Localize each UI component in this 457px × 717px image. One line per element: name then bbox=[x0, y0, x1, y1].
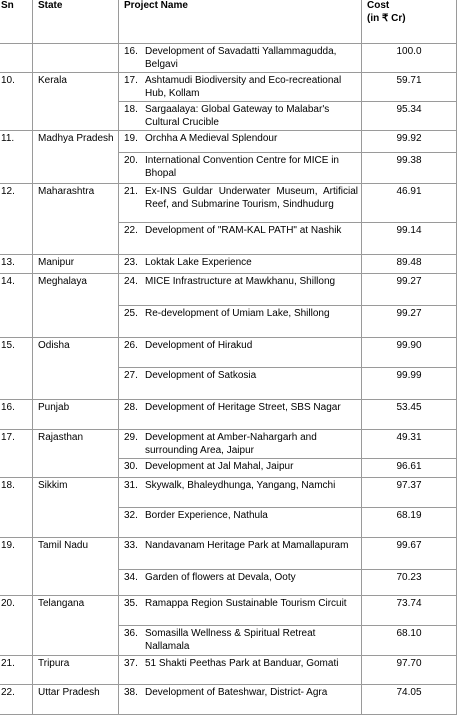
project-cell bbox=[119, 306, 362, 338]
header-project-name: Project Name bbox=[119, 0, 362, 44]
project-name: Development of "RAM-KAL PATH" at Nashik bbox=[145, 225, 342, 236]
header-cost-unit: (in ₹ Cr) bbox=[367, 12, 406, 24]
project-number: 37. bbox=[124, 658, 138, 669]
project-name: Development of Heritage Street, SBS Nagar bbox=[145, 402, 341, 413]
project-cell bbox=[119, 685, 362, 715]
project-cell bbox=[119, 478, 362, 508]
table-row bbox=[0, 274, 457, 306]
project-name: Skywalk, Bhaleydhunga, Yangang, Namchi bbox=[145, 480, 336, 491]
cost-cell: 97.37 bbox=[362, 478, 457, 508]
project-number: 19. bbox=[124, 133, 138, 144]
header-cost bbox=[362, 0, 457, 44]
table-row bbox=[0, 459, 457, 478]
project-number: 36. bbox=[124, 628, 138, 639]
project-cell bbox=[119, 508, 362, 538]
project-number: 30. bbox=[124, 461, 138, 472]
state-cell: Kerala bbox=[33, 73, 119, 102]
table-row bbox=[0, 400, 457, 430]
table-row bbox=[0, 626, 457, 656]
project-number: 23. bbox=[124, 257, 138, 268]
sn-cell: 13. bbox=[0, 255, 33, 274]
table-row bbox=[0, 656, 457, 685]
table-row bbox=[0, 538, 457, 570]
project-number: 21. bbox=[124, 186, 138, 197]
cost-cell: 99.67 bbox=[362, 538, 457, 570]
project-cell bbox=[119, 255, 362, 274]
table-row bbox=[0, 508, 457, 538]
state-cell bbox=[33, 459, 119, 478]
cost-cell: 46.91 bbox=[362, 184, 457, 223]
project-name: 51 Shakti Peethas Park at Banduar, Gomati bbox=[145, 658, 339, 669]
project-cell bbox=[119, 368, 362, 400]
project-number: 32. bbox=[124, 510, 138, 521]
cost-cell: 68.19 bbox=[362, 508, 457, 538]
table-row bbox=[0, 184, 457, 223]
sn-cell: 15. bbox=[0, 338, 33, 368]
project-name: Border Experience, Nathula bbox=[145, 510, 268, 521]
table-row bbox=[0, 44, 457, 73]
header-cost-label: Cost bbox=[367, 0, 390, 11]
state-cell: Odisha bbox=[33, 338, 119, 368]
project-number: 34. bbox=[124, 572, 138, 583]
project-number: 31. bbox=[124, 480, 138, 491]
table-row bbox=[0, 102, 457, 131]
project-cell bbox=[119, 274, 362, 306]
state-cell bbox=[33, 508, 119, 538]
cost-cell: 99.38 bbox=[362, 153, 457, 184]
state-cell bbox=[33, 102, 119, 131]
sn-cell bbox=[0, 459, 33, 478]
cost-cell: 97.70 bbox=[362, 656, 457, 685]
project-number: 24. bbox=[124, 276, 138, 287]
state-cell bbox=[33, 626, 119, 656]
sn-cell: 22. bbox=[0, 685, 33, 715]
sn-cell: 19. bbox=[0, 538, 33, 570]
project-cell bbox=[119, 131, 362, 153]
project-name: Development of Bateshwar, District- Agra bbox=[145, 687, 328, 698]
project-number: 26. bbox=[124, 340, 138, 351]
project-name: Development of Hirakud bbox=[145, 340, 253, 351]
project-name: Development at Jal Mahal, Jaipur bbox=[145, 461, 294, 472]
sn-cell: 10. bbox=[0, 73, 33, 102]
project-number: 38. bbox=[124, 687, 138, 698]
project-name: Re-development of Umiam Lake, Shillong bbox=[145, 308, 330, 319]
sn-cell bbox=[0, 44, 33, 73]
state-cell: Madhya Pradesh bbox=[33, 131, 119, 153]
sn-cell bbox=[0, 223, 33, 255]
state-cell bbox=[33, 368, 119, 400]
sn-cell bbox=[0, 306, 33, 338]
table-row bbox=[0, 430, 457, 459]
header-row bbox=[0, 0, 457, 44]
table-row bbox=[0, 306, 457, 338]
project-number: 29. bbox=[124, 432, 138, 443]
project-name: Ramappa Region Sustainable Tourism Circuit bbox=[145, 598, 347, 609]
cost-cell: 89.48 bbox=[362, 255, 457, 274]
cost-cell: 68.10 bbox=[362, 626, 457, 656]
state-cell: Sikkim bbox=[33, 478, 119, 508]
state-cell: Tripura bbox=[33, 656, 119, 685]
cost-cell: 73.74 bbox=[362, 596, 457, 626]
state-cell: Maharashtra bbox=[33, 184, 119, 223]
header-state: State bbox=[33, 0, 119, 44]
state-cell bbox=[33, 44, 119, 73]
table-row bbox=[0, 255, 457, 274]
cost-cell: 96.61 bbox=[362, 459, 457, 478]
project-cell bbox=[119, 570, 362, 596]
sn-cell bbox=[0, 153, 33, 184]
sn-cell bbox=[0, 570, 33, 596]
project-number: 27. bbox=[124, 370, 138, 381]
project-name: Orchha A Medieval Splendour bbox=[145, 133, 278, 144]
project-name: MICE Infrastructure at Mawkhanu, Shillong bbox=[145, 276, 336, 287]
sn-cell bbox=[0, 368, 33, 400]
project-cell bbox=[119, 459, 362, 478]
project-cell bbox=[119, 538, 362, 570]
project-name: Ex-INS Guldar Underwater Museum, Artificial Reef, and Submarine Tourism, Sindhudurg bbox=[145, 186, 358, 210]
project-cell bbox=[119, 656, 362, 685]
cost-cell: 99.90 bbox=[362, 338, 457, 368]
project-cell bbox=[119, 223, 362, 255]
project-cell bbox=[119, 430, 362, 459]
cost-cell: 74.05 bbox=[362, 685, 457, 715]
state-cell: Punjab bbox=[33, 400, 119, 430]
cost-cell: 49.31 bbox=[362, 430, 457, 459]
table-body bbox=[0, 44, 457, 715]
sn-cell: 12. bbox=[0, 184, 33, 223]
table-row bbox=[0, 131, 457, 153]
project-cell bbox=[119, 102, 362, 131]
table-row bbox=[0, 478, 457, 508]
project-name: Sargaalaya: Global Gateway to Malabar's Cultural Crucible bbox=[145, 104, 330, 128]
state-cell: Uttar Pradesh bbox=[33, 685, 119, 715]
project-cell bbox=[119, 400, 362, 430]
project-name: Development of Savadatti Yallammagudda, Belgavi bbox=[145, 46, 337, 70]
state-cell: Telangana bbox=[33, 596, 119, 626]
project-number: 25. bbox=[124, 308, 138, 319]
table-row bbox=[0, 338, 457, 368]
project-cell bbox=[119, 626, 362, 656]
state-cell bbox=[33, 570, 119, 596]
header-sn: Sn bbox=[0, 0, 33, 44]
sn-cell: 18. bbox=[0, 478, 33, 508]
project-cell bbox=[119, 184, 362, 223]
project-cell bbox=[119, 73, 362, 102]
state-cell bbox=[33, 306, 119, 338]
table-row bbox=[0, 685, 457, 715]
sn-cell: 21. bbox=[0, 656, 33, 685]
project-cell bbox=[119, 596, 362, 626]
project-cell bbox=[119, 153, 362, 184]
project-name: Development of Satkosia bbox=[145, 370, 257, 381]
project-number: 18. bbox=[124, 104, 138, 115]
project-name: Nandavanam Heritage Park at Mamallapuram bbox=[145, 540, 349, 551]
project-name: Garden of flowers at Devala, Ooty bbox=[145, 572, 296, 583]
sn-cell: 20. bbox=[0, 596, 33, 626]
project-cell bbox=[119, 44, 362, 73]
cost-cell: 99.27 bbox=[362, 274, 457, 306]
table-row bbox=[0, 570, 457, 596]
cost-cell: 53.45 bbox=[362, 400, 457, 430]
table-row bbox=[0, 73, 457, 102]
cost-cell: 99.92 bbox=[362, 131, 457, 153]
project-number: 17. bbox=[124, 75, 138, 86]
project-number: 28. bbox=[124, 402, 138, 413]
state-cell: Tamil Nadu bbox=[33, 538, 119, 570]
project-number: 33. bbox=[124, 540, 138, 551]
sn-cell: 11. bbox=[0, 131, 33, 153]
table-row bbox=[0, 223, 457, 255]
project-number: 35. bbox=[124, 598, 138, 609]
sn-cell: 16. bbox=[0, 400, 33, 430]
state-cell: Manipur bbox=[33, 255, 119, 274]
project-name: Ashtamudi Biodiversity and Eco-recreational Hub, Kollam bbox=[145, 75, 342, 99]
state-cell bbox=[33, 153, 119, 184]
sn-cell bbox=[0, 508, 33, 538]
project-number: 16. bbox=[124, 46, 138, 57]
table-row bbox=[0, 153, 457, 184]
state-cell: Meghalaya bbox=[33, 274, 119, 306]
project-name: Somasilla Wellness & Spiritual Retreat Nallamala bbox=[145, 628, 316, 652]
cost-cell: 95.34 bbox=[362, 102, 457, 131]
project-number: 22. bbox=[124, 225, 138, 236]
sn-cell: 14. bbox=[0, 274, 33, 306]
table-row bbox=[0, 368, 457, 400]
sn-cell: 17. bbox=[0, 430, 33, 459]
table-row bbox=[0, 596, 457, 626]
cost-cell: 70.23 bbox=[362, 570, 457, 596]
cost-cell: 99.99 bbox=[362, 368, 457, 400]
cost-cell: 59.71 bbox=[362, 73, 457, 102]
cost-cell: 99.14 bbox=[362, 223, 457, 255]
project-name: Development at Amber-Nahargarh and surrounding Area, Jaipur bbox=[145, 432, 317, 456]
project-cell bbox=[119, 338, 362, 368]
sn-cell bbox=[0, 626, 33, 656]
project-number: 20. bbox=[124, 155, 138, 166]
cost-cell: 99.27 bbox=[362, 306, 457, 338]
state-cell: Rajasthan bbox=[33, 430, 119, 459]
cost-cell: 100.0 bbox=[362, 44, 457, 73]
state-cell bbox=[33, 223, 119, 255]
sn-cell bbox=[0, 102, 33, 131]
project-name: International Convention Centre for MICE in Bhopal bbox=[145, 155, 339, 179]
project-name: Loktak Lake Experience bbox=[145, 257, 252, 268]
